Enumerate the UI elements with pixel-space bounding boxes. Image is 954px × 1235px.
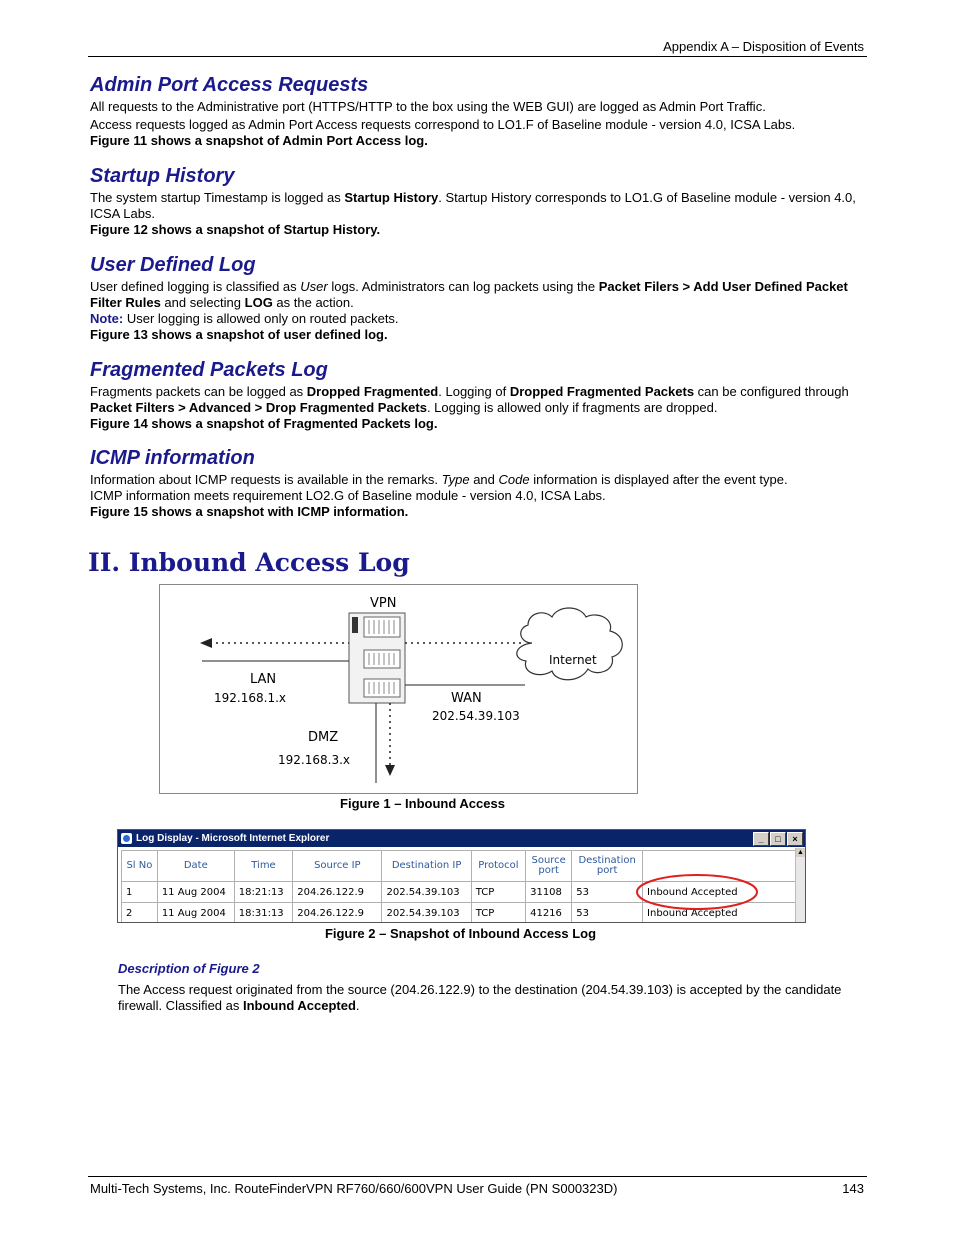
- figure-reference: Figure 11 shows a snapshot of Admin Port Access log.: [90, 133, 428, 148]
- figure2-caption: Figure 2 – Snapshot of Inbound Access Log: [324, 926, 597, 941]
- vpn-label: VPN: [370, 596, 397, 611]
- table-row: [122, 882, 796, 903]
- highlight-ellipse: [637, 872, 761, 912]
- cell: 18:21:13: [234, 882, 292, 903]
- section-startup-history: [90, 164, 865, 238]
- col-header: Sl No: [122, 851, 158, 882]
- cell: 18:31:13: [234, 903, 292, 924]
- wan-label: WAN: [451, 691, 482, 706]
- paragraph: Fragments packets can be logged as Dropped Fragmented. Logging of Dropped Fragmented Packets can be configured through Packet Filters > Advanced > Drop Fragmented Packets. Logging is allowed only if fragments are dropped.: [90, 384, 849, 415]
- description-text: The Access request originated from the source (204.26.122.9) to the destination (204.54.39.103) is accepted by the candidate firewall. Classified as Inbound Accepted.: [118, 982, 842, 1013]
- cell: TCP: [471, 903, 525, 924]
- remark-text: Inbound Accepted: [647, 886, 738, 898]
- wan-ip: 202.54.39.103: [432, 709, 520, 723]
- footer-text: Multi-Tech Systems, Inc. RouteFinderVPN RF760/660/600VPN User Guide (PN S000323D): [90, 1181, 618, 1196]
- lan-arrow-head: [200, 638, 212, 648]
- lan-label: LAN: [250, 672, 277, 687]
- log-display-window: [117, 829, 806, 923]
- section-title: Fragmented Packets Log: [90, 359, 328, 381]
- maximize-icon[interactable]: □: [770, 832, 786, 846]
- vpn-device-icon: [349, 613, 405, 703]
- paragraph: Access requests logged as Admin Port Access requests correspond to LO1.F of Baseline module - version 4.0, ICSA Labs.: [90, 117, 796, 132]
- cell: TCP: [471, 882, 525, 903]
- footer-rule: [88, 1176, 867, 1177]
- section-user-defined-log: [90, 253, 865, 343]
- cell: 202.54.39.103: [382, 882, 471, 903]
- dmz-label: DMZ: [308, 730, 339, 745]
- network-diagram: [159, 584, 638, 794]
- cell: 1: [122, 882, 158, 903]
- figure-reference: Figure 12 shows a snapshot of Startup History.: [90, 222, 381, 237]
- page-number: 143: [842, 1181, 864, 1196]
- cell: 31108: [526, 882, 572, 903]
- scrollbar[interactable]: [795, 848, 805, 922]
- figure-reference: Figure 14 shows a snapshot of Fragmented Packets log.: [90, 416, 438, 431]
- col-header: Time: [234, 851, 292, 882]
- window-title: Log Display - Microsoft Internet Explorer: [136, 833, 330, 844]
- internet-label: Internet: [549, 653, 597, 667]
- section-admin-port: [90, 73, 865, 149]
- col-header: Source IP: [293, 851, 382, 882]
- ie-icon: [121, 833, 132, 844]
- paragraph: Information about ICMP requests is available in the remarks. Type and Code information is displayed after the event type.: [90, 472, 788, 487]
- paragraph: All requests to the Administrative port (HTTPS/HTTP to the box using the WEB GUI) are logged as Admin Port Traffic.: [90, 99, 766, 114]
- cell: 41216: [526, 903, 572, 924]
- cell: 2: [122, 903, 158, 924]
- network-diagram-svg: [160, 585, 637, 793]
- cell: 53: [572, 903, 643, 924]
- figure1-caption: Figure 1 – Inbound Access: [340, 796, 505, 811]
- cell: 204.26.122.9: [293, 882, 382, 903]
- close-icon[interactable]: ×: [787, 832, 803, 846]
- col-header: Protocol: [471, 851, 525, 882]
- section-icmp-information: [90, 446, 865, 520]
- window-titlebar: [118, 830, 805, 847]
- minimize-icon[interactable]: _: [753, 832, 769, 846]
- figure-reference: Figure 13 shows a snapshot of user defined log.: [90, 327, 388, 342]
- dmz-ip: 192.168.3.x: [278, 753, 350, 767]
- col-header: Date: [157, 851, 234, 882]
- paragraph: The system startup Timestamp is logged as Startup History. Startup History corresponds to LO1.G of Baseline module - version 4.0, ICSA Labs.: [90, 190, 856, 221]
- internet-cloud-icon: [517, 608, 622, 680]
- dmz-arrow-head: [385, 765, 395, 776]
- section-title: ICMP information: [90, 447, 255, 469]
- paragraph: ICMP information meets requirement LO2.G of Baseline module - version 4.0, ICSA Labs.: [90, 488, 606, 503]
- cell: 11 Aug 2004: [157, 882, 234, 903]
- section-title: Startup History: [90, 165, 235, 187]
- description-title: Description of Figure 2: [118, 961, 260, 976]
- chapter-heading: II. Inbound Access Log: [88, 548, 410, 577]
- note: Note: User logging is allowed only on routed packets.: [90, 311, 399, 326]
- scroll-up-icon[interactable]: ▲: [797, 849, 804, 856]
- col-header: Source port: [526, 851, 572, 882]
- col-header: Destination port: [572, 851, 643, 882]
- section-title: Admin Port Access Requests: [90, 74, 369, 96]
- cell: 204.26.122.9: [293, 903, 382, 924]
- section-fragmented-packets: [90, 358, 865, 432]
- lan-ip: 192.168.1.x: [214, 691, 286, 705]
- cell: 53: [572, 882, 643, 903]
- col-header: Destination IP: [382, 851, 471, 882]
- figure-reference: Figure 15 shows a snapshot with ICMP information.: [90, 504, 409, 519]
- cell: 11 Aug 2004: [157, 903, 234, 924]
- page-header: Appendix A – Disposition of Events: [663, 39, 864, 54]
- cell: 202.54.39.103: [382, 903, 471, 924]
- cell: Inbound Accepted: [643, 903, 796, 924]
- header-rule: [88, 56, 867, 57]
- section-title: User Defined Log: [90, 254, 256, 276]
- cell: [643, 882, 796, 903]
- paragraph: User defined logging is classified as User logs. Administrators can log packets using the Packet Filers > Add User Defined Packet Filter Rules and selecting LOG as the action.: [90, 279, 848, 310]
- log-table: [121, 850, 796, 923]
